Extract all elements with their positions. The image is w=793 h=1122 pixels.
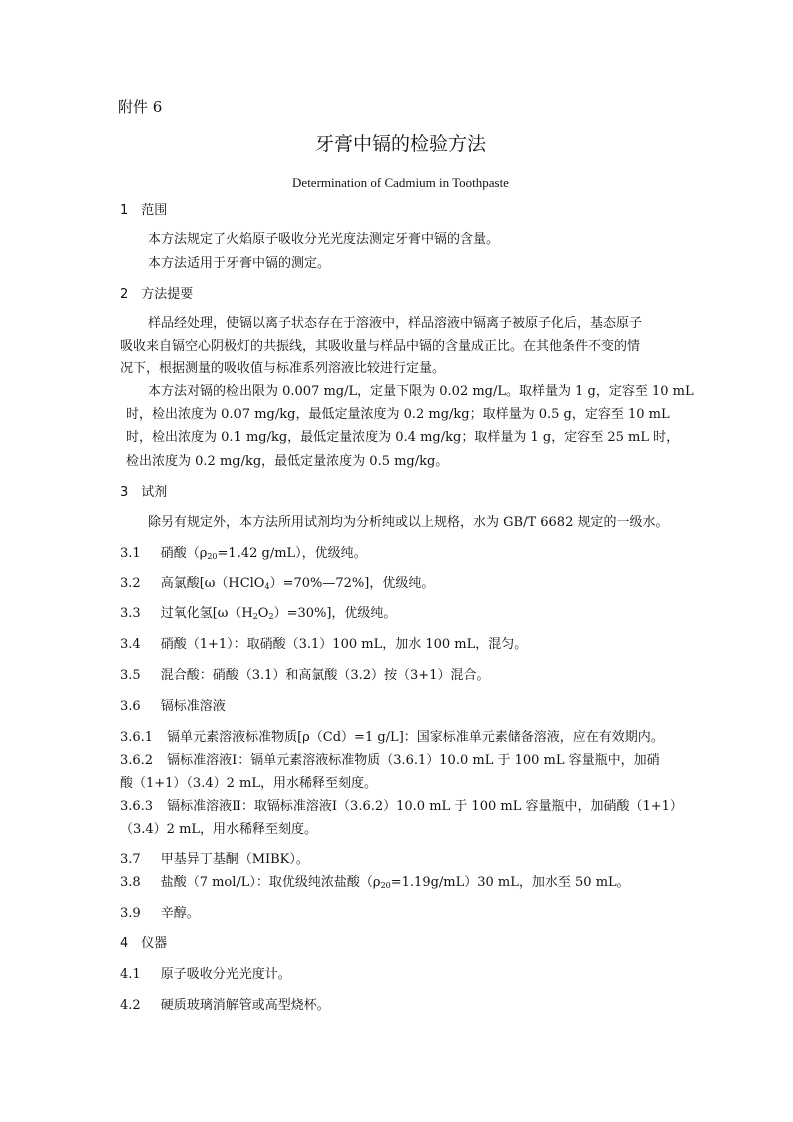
paragraph-line: 检出浓度为 0.2 mg/kg，最低定量浓度为 0.5 mg/kg。 — [126, 454, 449, 469]
item-text: 盐酸（7 mol/L）：取优级纯浓盐酸（ρ — [160, 875, 381, 890]
item-text: =1.42 g/mL），优级纯。 — [217, 546, 367, 561]
item-number: 3.4 — [120, 637, 141, 652]
list-item-3-4 — [120, 636, 527, 654]
item-text: ）=70%—72%]，优级纯。 — [269, 576, 435, 591]
item-number: 3.6.1 — [120, 730, 154, 745]
paragraph-line: 时，检出浓度为 0.1 mg/kg，最低定量浓度为 0.4 mg/kg；取样量为 1 g，定容至 25 mL 时， — [126, 430, 680, 445]
attachment-label: 附件 6 — [118, 98, 163, 116]
item-number: 3.7 — [120, 852, 141, 867]
section-heading-scope: 1 范围 — [120, 203, 168, 218]
list-item-3-8 — [120, 874, 630, 892]
item-text: 过氧化氢[ω（H — [160, 606, 253, 621]
paragraph: 本方法规定了火焰原子吸收分光光度法测定牙膏中镉的含量。 — [148, 232, 500, 247]
subscript: 4 — [264, 582, 270, 591]
item-text: 高氯酸[ω（HClO — [160, 576, 265, 591]
item-text: 镉标准溶液Ⅱ：取镉标准溶液Ⅰ（3.6.2）10.0 mL 于 100 mL 容量瓶中，加硝酸（1+1） — [167, 799, 683, 814]
paragraph-line: 样品经处理，使镉以离子状态存在于溶液中，样品溶液中镉离子被原子化后，基态原子 — [148, 316, 643, 331]
list-item-3-5 — [120, 667, 489, 685]
list-item-3-6-2 — [120, 752, 660, 770]
item-number: 4.1 — [120, 967, 141, 982]
document-subtitle: Determination of Cadmium in Toothpaste — [292, 175, 509, 190]
list-item-4-2 — [120, 997, 330, 1015]
subscript: 20 — [207, 552, 218, 561]
paragraph-line: 况下，根据测量的吸收值与标准系列溶液比较进行定量。 — [120, 361, 446, 376]
item-text: =1.19g/mL）30 mL，加水至 50 mL。 — [390, 875, 630, 890]
document-title: 牙膏中镉的检验方法 — [314, 133, 486, 155]
item-text: 原子吸收分光光度计。 — [160, 967, 291, 982]
item-text: 镉标准溶液Ⅰ：镉单元素溶液标准物质（3.6.1）10.0 mL 于 100 mL 容量瓶中，加硝 — [167, 753, 660, 768]
list-item-3-6-3 — [120, 798, 683, 816]
list-item-3-2 — [120, 575, 434, 593]
item-number: 3.9 — [120, 906, 141, 921]
item-number: 3.6.3 — [120, 799, 154, 814]
paragraph: 本方法适用于牙膏中镉的测定。 — [148, 256, 331, 271]
subscript: 2 — [268, 612, 274, 621]
item-number: 3.8 — [120, 875, 141, 890]
paragraph-line: 吸收来自镉空心阴极灯的共振线，其吸收量与样品中镉的含量成正比。在其他条件不变的情 — [120, 339, 641, 354]
item-text: 甲基异丁基酮（MIBK）。 — [160, 852, 309, 867]
item-number: 3.1 — [120, 546, 141, 561]
list-item-continuation: 酸（1+1）（3.4）2 mL，用水稀释至刻度。 — [120, 776, 377, 791]
item-number: 3.5 — [120, 668, 141, 683]
item-text: 镉标准溶液 — [160, 699, 226, 714]
item-number: 4.2 — [120, 998, 141, 1013]
list-item-3-3 — [120, 605, 396, 623]
item-text: 辛醇。 — [160, 906, 200, 921]
item-text: ）=30%]，优级纯。 — [273, 606, 397, 621]
paragraph-line: 时，检出浓度为 0.07 mg/kg，最低定量浓度为 0.2 mg/kg；取样量为 0.5 g，定容至 10 mL — [126, 407, 670, 422]
paragraph-line: 本方法对镉的检出限为 0.007 mg/L，定量下限为 0.02 mg/L。取样量为 1 g，定容至 10 mL — [148, 384, 694, 399]
list-item-4-1 — [120, 966, 291, 984]
item-text: 镉单元素溶液标准物质[ρ（Cd）=1 g/L]：国家标准单元素储备溶液，应在有效期内。 — [167, 730, 664, 745]
item-text: 混合酸：硝酸（3.1）和高氯酸（3.2）按（3+1）混合。 — [160, 668, 490, 683]
list-item-3-6-1 — [120, 729, 664, 747]
item-number: 3.3 — [120, 606, 141, 621]
item-number: 3.6 — [120, 699, 141, 714]
subscript: 20 — [380, 881, 391, 890]
list-item-3-9 — [120, 905, 200, 923]
list-item-3-7 — [120, 851, 309, 869]
section-heading-instruments: 4 仪器 — [120, 936, 168, 951]
item-number: 3.2 — [120, 576, 141, 591]
item-text: 硬质玻璃消解管或高型烧杯。 — [160, 998, 330, 1013]
item-text: 硝酸（1+1）：取硝酸（3.1）100 mL，加水 100 mL，混匀。 — [160, 637, 528, 652]
list-item-continuation: （3.4）2 mL，用水稀释至刻度。 — [120, 822, 318, 837]
item-text: 硝酸（ρ — [160, 546, 208, 561]
section-heading-reagents: 3 试剂 — [120, 485, 168, 500]
list-item-3-1 — [120, 545, 367, 563]
list-item-3-6 — [120, 698, 226, 716]
section-heading-principle: 2 方法提要 — [120, 287, 194, 302]
item-number: 3.6.2 — [120, 753, 154, 768]
item-text: O — [257, 606, 269, 621]
paragraph: 除另有规定外，本方法所用试剂均为分析纯或以上规格，水为 GB/T 6682 规定的一级水。 — [148, 515, 669, 530]
subscript: 2 — [252, 612, 258, 621]
